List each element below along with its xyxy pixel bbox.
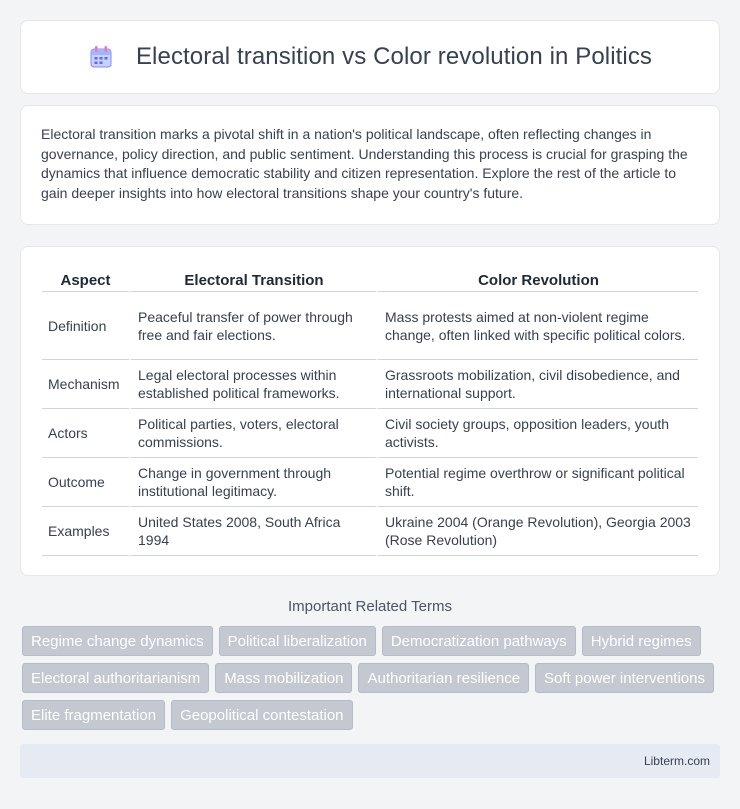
electoral-transition-cell: Legal electoral processes within established political frameworks. — [129, 360, 376, 409]
footer — [20, 744, 720, 778]
comparison-card — [20, 246, 720, 576]
related-terms-heading: Important Related Terms — [288, 598, 452, 615]
row-aspect-cell: Outcome — [42, 458, 129, 507]
calendar-icon — [88, 44, 114, 70]
electoral-transition-cell: Peaceful transfer of power through free and fair elections. — [129, 292, 376, 360]
color-revolution-cell: Civil society groups, opposition leaders, youth activists. — [376, 409, 698, 458]
title-card — [20, 20, 720, 94]
term-tag-democratization-pathways[interactable]: Democratization pathways — [382, 626, 576, 656]
table-row — [42, 507, 698, 556]
table-header-row — [42, 267, 698, 292]
term-tag-mass-mobilization[interactable]: Mass mobilization — [215, 663, 352, 693]
term-tag-electoral-authoritarianism[interactable]: Electoral authoritarianism — [22, 663, 209, 693]
header-color-revolution: Color Revolution — [376, 267, 698, 292]
row-aspect-cell: Actors — [42, 409, 129, 458]
color-revolution-cell: Potential regime overthrow or significant political shift. — [376, 458, 698, 507]
row-aspect-cell: Examples — [42, 507, 129, 556]
color-revolution-cell: Mass protests aimed at non-violent regime change, often linked with specific political colors. — [376, 292, 698, 360]
intro-paragraph: Electoral transition marks a pivotal shift in a nation's political landscape, often reflecting changes in governance, policy direction, and public sentiment. Understanding this process is crucial for grasping the dynamics that influence democratic stability and citizen representation. Explore the rest of the article to gain deeper insights into how electoral transitions shape your country's future. — [41, 126, 688, 201]
table-row — [42, 292, 698, 360]
header-electoral-transition: Electoral Transition — [129, 267, 376, 292]
table-row — [42, 360, 698, 409]
color-revolution-cell: Grassroots mobilization, civil disobedience, and international support. — [376, 360, 698, 409]
row-aspect-cell: Definition — [42, 292, 129, 360]
intro-card — [20, 105, 720, 225]
electoral-transition-cell: Change in government through institutional legitimacy. — [129, 458, 376, 507]
term-tag-political-liberalization[interactable]: Political liberalization — [219, 626, 376, 656]
term-tag-authoritarian-resilience[interactable]: Authoritarian resilience — [358, 663, 529, 693]
footer-site-link[interactable]: Libterm.com — [643, 754, 710, 768]
comparison-table — [42, 267, 698, 556]
term-tag-elite-fragmentation[interactable]: Elite fragmentation — [22, 700, 165, 730]
electoral-transition-cell: Political parties, voters, electoral commissions. — [129, 409, 376, 458]
related-terms-list — [22, 626, 720, 730]
header-aspect: Aspect — [42, 267, 129, 292]
term-tag-geopolitical-contestation[interactable]: Geopolitical contestation — [171, 700, 352, 730]
term-tag-regime-change-dynamics[interactable]: Regime change dynamics — [22, 626, 213, 656]
table-row — [42, 458, 698, 507]
term-tag-soft-power-interventions[interactable]: Soft power interventions — [535, 663, 714, 693]
electoral-transition-cell: United States 2008, South Africa 1994 — [129, 507, 376, 556]
row-aspect-cell: Mechanism — [42, 360, 129, 409]
term-tag-hybrid-regimes[interactable]: Hybrid regimes — [582, 626, 701, 656]
color-revolution-cell: Ukraine 2004 (Orange Revolution), Georgia 2003 (Rose Revolution) — [376, 507, 698, 556]
table-row — [42, 409, 698, 458]
page-title: Electoral transition vs Color revolution in Politics — [135, 43, 653, 70]
